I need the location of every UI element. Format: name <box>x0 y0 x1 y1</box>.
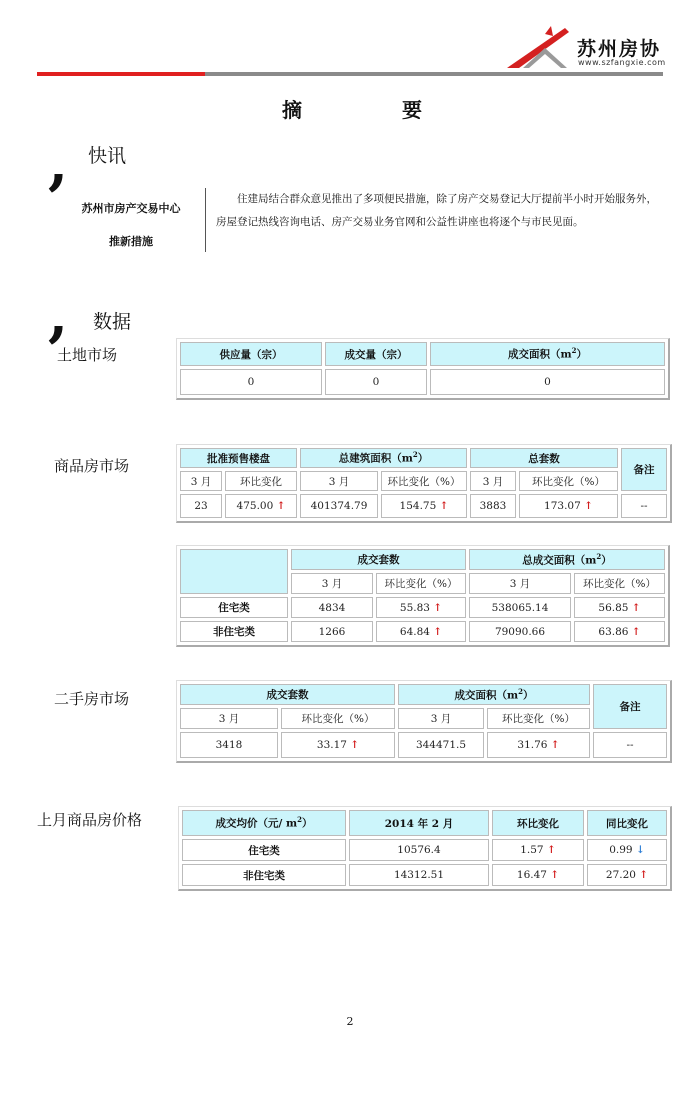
sub-header-cell: 3 月 <box>398 708 484 729</box>
table-cell: 1266 <box>291 621 373 642</box>
price-table <box>178 806 672 891</box>
page-title <box>282 94 422 123</box>
header-cell: 成交套数 <box>291 549 466 570</box>
section-heading-news: 快讯 <box>88 145 127 167</box>
up-arrow-icon: ↑ <box>276 500 286 512</box>
table-cell: 56.85 ↑ <box>574 597 665 618</box>
row-label: 住宅类 <box>180 597 288 618</box>
up-arrow-icon: ↑ <box>584 500 593 512</box>
sub-header-cell: 环比变化（%） <box>376 573 466 594</box>
page-title-right: 要 <box>402 98 422 122</box>
news-body: 住建局结合群众意见推出了多项便民措施，除了房产交易登记大厅提前半小时开始服务外，房屋登记热线咨询电话、房产交易业务官网和公益性讲座也将逐个与市民见面。 <box>216 193 657 228</box>
news-source-line1: 苏州市房产交易中心 <box>81 202 181 215</box>
commercial-market-label: 商品房市场 <box>54 457 130 475</box>
header-cell: 同比变化 <box>587 810 667 836</box>
logo-title: 苏州房协 <box>577 38 662 60</box>
header-cell: 总建筑面积$(m^2)$ <box>300 448 467 468</box>
header-cell: 成交均价（元/ $m^2$） <box>182 810 346 836</box>
up-arrow-icon: ↑ <box>433 601 443 614</box>
sub-header-cell: 3 月 <box>291 573 373 594</box>
table-cell: 154.75 ↑ <box>381 494 467 518</box>
header-rule-gray <box>205 72 663 76</box>
table-cell: 14312.51 <box>349 864 489 886</box>
sub-header-cell: 环比变化 <box>225 471 297 491</box>
table-cell: 3418 <box>180 732 278 758</box>
header-cell: 备注 <box>593 684 667 729</box>
header-cell: 供应量（宗） <box>180 342 322 366</box>
section-mark-icon: , <box>48 129 69 197</box>
sub-header-cell: 3 月 <box>300 471 378 491</box>
table-cell: 538065.14 <box>469 597 571 618</box>
second-hand-table <box>176 680 672 763</box>
header-cell: 备注 <box>621 448 667 491</box>
commercial-sales-table <box>176 545 670 647</box>
sub-header-cell: 环比变化（%） <box>281 708 395 729</box>
price-label: 上月商品房价格 <box>37 811 143 829</box>
up-arrow-icon: ↑ <box>631 625 641 638</box>
logo-url: www.szfangxie.com <box>578 58 666 67</box>
table-cell: 0 <box>430 369 665 395</box>
table-cell: 31.76 ↑ <box>487 732 590 758</box>
table-cell: 63.86 ↑ <box>574 621 665 642</box>
sub-header-cell: 3 月 <box>180 708 278 729</box>
sub-header-cell: 3 月 <box>469 573 571 594</box>
header-cell: 2014 年 2 月 <box>349 810 489 836</box>
sub-header-cell: 环比变化（%） <box>574 573 665 594</box>
sub-header-cell: 3 月 <box>470 471 516 491</box>
up-arrow-icon: ↑ <box>550 869 560 881</box>
table-cell: -- <box>621 494 667 518</box>
table-cell: 0.99 ↓ <box>587 839 667 861</box>
sub-header-cell: 环比变化（%） <box>381 471 467 491</box>
table-cell: 344471.5 <box>398 732 484 758</box>
land-market-label: 土地市场 <box>57 346 118 364</box>
table-cell: 55.83 ↑ <box>376 597 466 618</box>
table-cell: 1.57 ↑ <box>492 839 584 861</box>
table-cell: 10576.4 <box>349 839 489 861</box>
header-cell: 总套数 <box>470 448 618 468</box>
sub-header-cell: 环比变化（%） <box>487 708 590 729</box>
up-arrow-icon: ↑ <box>550 739 560 751</box>
up-arrow-icon: ↑ <box>350 739 360 751</box>
down-arrow-icon: ↓ <box>635 844 645 856</box>
header-cell: 环比变化 <box>492 810 584 836</box>
second-hand-market-label: 二手房市场 <box>54 690 130 708</box>
table-cell: 0 <box>325 369 427 395</box>
row-label: 非住宅类 <box>180 621 288 642</box>
table-cell: 27.20 ↑ <box>587 864 667 886</box>
header-cell: 总成交面积$(m^2)$ <box>469 549 665 570</box>
section-heading-data: 数据 <box>93 311 132 333</box>
header-cell: 成交面积$(m^2)$ <box>398 684 590 705</box>
table-cell: 79090.66 <box>469 621 571 642</box>
table-cell: 16.47 ↑ <box>492 864 584 886</box>
page-title-left: 摘 <box>282 98 302 122</box>
up-arrow-icon: ↑ <box>546 844 556 856</box>
row-label: 非住宅类 <box>182 864 346 886</box>
up-arrow-icon: ↑ <box>439 500 449 512</box>
table-cell: 475.00 ↑ <box>225 494 297 518</box>
logo-mark-icon <box>505 22 575 70</box>
table-cell: 0 <box>180 369 322 395</box>
up-arrow-icon: ↑ <box>433 625 443 638</box>
table-cell: 33.17 ↑ <box>281 732 395 758</box>
section-mark-icon: , <box>48 281 69 349</box>
table-cell: 4834 <box>291 597 373 618</box>
up-arrow-icon: ↑ <box>639 869 649 881</box>
page-number: 2 <box>346 1015 354 1028</box>
commercial-supply-table <box>176 444 672 523</box>
header-cell: 成交套数 <box>180 684 395 705</box>
row-label: 住宅类 <box>182 839 346 861</box>
news-divider <box>205 188 206 252</box>
table-cell: 401374.79 <box>300 494 378 518</box>
header-rule-red <box>37 72 205 76</box>
sub-header-cell: 3 月 <box>180 471 222 491</box>
header-cell: 成交面积$(m^2)$ <box>430 342 665 366</box>
table-cell: -- <box>593 732 667 758</box>
up-arrow-icon: ↑ <box>631 601 641 614</box>
header-cell-empty <box>180 549 288 594</box>
sub-header-cell: 环比变化（%） <box>519 471 618 491</box>
news-source <box>68 192 194 258</box>
land-market-table <box>176 338 670 400</box>
table-cell: 23 <box>180 494 222 518</box>
table-cell: 3883 <box>470 494 516 518</box>
news-source-line2: 推新措施 <box>109 235 153 248</box>
header-cell: 批准预售楼盘 <box>180 448 297 468</box>
header-cell: 成交量（宗） <box>325 342 427 366</box>
table-cell: 173.07 ↑ <box>519 494 618 518</box>
table-cell: 64.84 ↑ <box>376 621 466 642</box>
